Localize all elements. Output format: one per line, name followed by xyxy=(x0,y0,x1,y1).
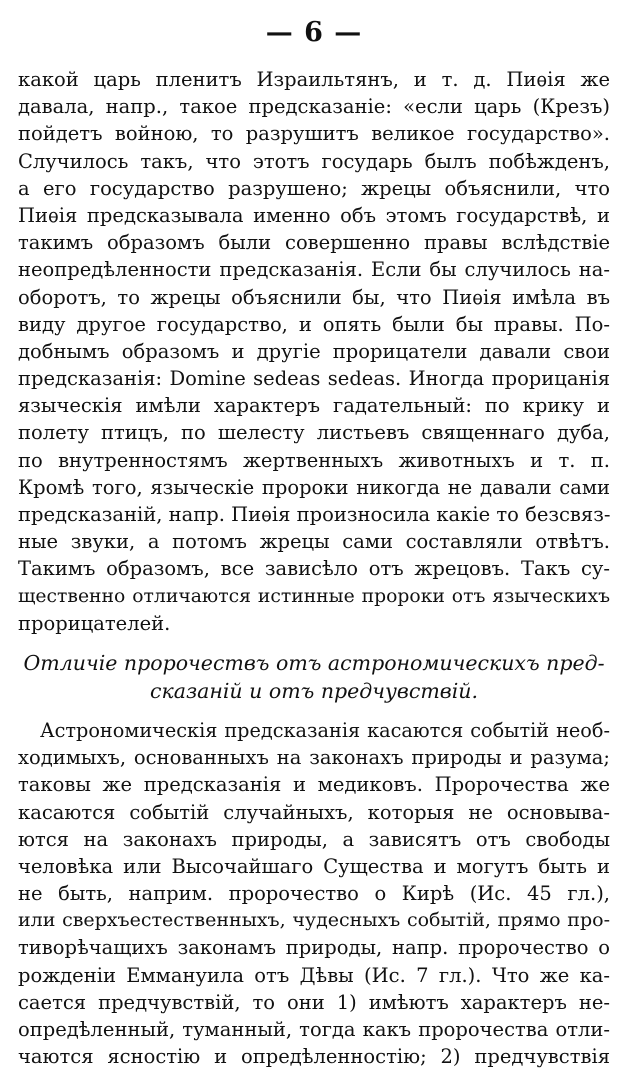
text-line: языческія имѣли характеръ гадательный: по крику и xyxy=(18,394,610,418)
text-line: Астрономическія предсказанія касаются событій необ- xyxy=(40,718,610,742)
text-line: щественно отличаются истинные пророки отъ языческихъ xyxy=(18,585,610,607)
text-line: рожденіи Еммануила отъ Дѣвы (Ис. 7 гл.). Что же ка- xyxy=(18,963,610,987)
text-line: опредѣленный, туманный, тогда какъ пророчества отли- xyxy=(18,1018,610,1041)
paragraph-2 xyxy=(18,717,610,1070)
text-line: полету птицъ, по шелесту листьевъ священнаго дуба, xyxy=(18,421,610,445)
text-line: по внутренностямъ жертвенныхъ животныхъ и т. п. xyxy=(18,448,610,472)
text-line: чаются ясностію и опредѣленностію; 2) предчувствія xyxy=(18,1045,610,1069)
text-line: добнымъ образомъ и другіе прорицатели давали свои xyxy=(18,339,610,363)
text-line: ные звуки, а потомъ жрецы сами составляли отвѣтъ. xyxy=(18,530,610,554)
page xyxy=(18,6,610,1070)
text-line: неопредѣленности предсказанія. Если бы случилось на- xyxy=(18,258,610,282)
heading-line: Отличіе пророчествъ отъ астрономическихъ пред- xyxy=(23,650,605,675)
text-line: виду другое государство, и опять были бы правы. По- xyxy=(18,312,610,336)
text-line: или сверхъестественныхъ, чудесныхъ событій, прямо про- xyxy=(18,909,610,932)
text-line: предсказанія: Domine sedeas sedeas. Иногда прорицанія xyxy=(18,367,610,391)
text-line: оборотъ, то жрецы объяснили бы, что Пиѳія имѣла въ xyxy=(18,285,610,309)
text-line: предсказаній, напр. Пиѳія произносила какіе то безсвяз- xyxy=(18,503,611,526)
text-line: Пиѳія предсказывала именно объ этомъ государствѣ, и xyxy=(18,203,610,227)
text-line: давала, напр., такое предсказаніе: «если царь (Крезъ) xyxy=(18,95,610,119)
text-line: тиворѣчащихъ законамъ природы, напр. пророчество о xyxy=(18,936,610,960)
text-line: а его государство разрушено; жрецы объяснили, что xyxy=(18,176,610,200)
text-line: ходимыхъ, основанныхъ на законахъ природы и разума; xyxy=(18,746,610,770)
text-line: человѣка или Высочайшаго Существа и могутъ быть и xyxy=(18,854,610,878)
heading-line: сказаній и отъ предчувствій. xyxy=(150,678,478,703)
text-line: какой царь пленитъ Израильтянъ, и т. д. Пиѳія же xyxy=(18,68,610,91)
text-line: прорицателей. xyxy=(18,611,171,635)
section-heading xyxy=(18,649,610,705)
text-line: таковы же предсказанія и медиковъ. Пророчества же xyxy=(18,773,610,797)
text-line: ются на законахъ природы, а зависятъ отъ свободы xyxy=(18,827,610,851)
text-line: не быть, наприм. пророчество о Кирѣ (Ис. 45 гл.), xyxy=(18,882,610,906)
text-line: касаются событій случайныхъ, которыя не основыва- xyxy=(18,800,610,824)
text-line: Случилось такъ, что этотъ государь былъ побѣжденъ, xyxy=(18,149,610,173)
text-line: Такимъ образомъ, все зависѣло отъ жрецовъ. Такъ су- xyxy=(18,557,610,581)
text-line: Кромѣ того, языческіе пророки никогда не давали сами xyxy=(18,475,610,499)
page-number: — 6 — xyxy=(265,17,363,48)
text-line: сается предчувствій, то они 1) имѣютъ характеръ не- xyxy=(18,990,610,1014)
text-line: пойдетъ войною, то разрушитъ великое государство». xyxy=(18,122,610,146)
paragraph-1 xyxy=(18,66,610,637)
text-line: такимъ образомъ были совершенно правы вслѣдствіе xyxy=(18,231,610,255)
